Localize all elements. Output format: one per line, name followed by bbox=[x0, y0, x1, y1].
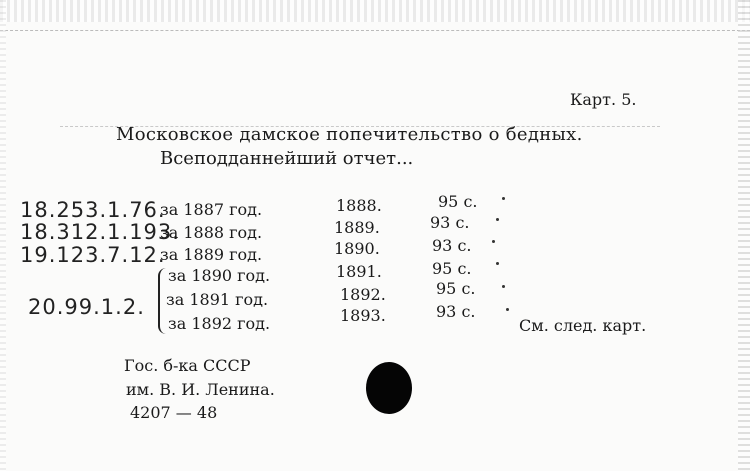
row-pages: 93 с. bbox=[432, 236, 472, 255]
stray-dot bbox=[496, 262, 499, 265]
row-year: 1893. bbox=[340, 306, 386, 325]
row-year: 1892. bbox=[340, 285, 386, 304]
row-year: 1890. bbox=[334, 239, 380, 258]
row-year: 1891. bbox=[336, 262, 382, 281]
stray-dot bbox=[506, 308, 509, 311]
stray-dot bbox=[502, 197, 505, 200]
stray-dot bbox=[492, 240, 495, 243]
card-left-edge bbox=[0, 0, 6, 471]
row-pages: 95 с. bbox=[436, 279, 476, 298]
card-top-rule bbox=[0, 30, 750, 32]
row-label: за 1892 год. bbox=[168, 314, 271, 333]
row-label: за 1887 год. bbox=[160, 200, 263, 219]
shelf-mark: 20.99.1.2. bbox=[28, 295, 145, 319]
row-pages: 95 с. bbox=[438, 192, 478, 211]
row-label: за 1891 год. bbox=[166, 290, 269, 309]
row-pages: 95 с. bbox=[432, 259, 472, 278]
library-code: 4207 — 48 bbox=[130, 403, 218, 422]
row-pages: 93 с. bbox=[430, 213, 470, 232]
row-year: 1889. bbox=[334, 218, 380, 237]
row-pages: 93 с. bbox=[436, 302, 476, 321]
shelf-mark: 18.253.1.76. bbox=[20, 198, 166, 222]
see-next-card: См. след. карт. bbox=[519, 316, 647, 335]
card-right-edge bbox=[738, 0, 750, 471]
library-dedication: им. В. И. Ленина. bbox=[126, 380, 275, 399]
shelf-mark: 19.123.7.12. bbox=[20, 243, 166, 267]
card-top-edge bbox=[0, 0, 750, 22]
library-name: Гос. б-ка СССР bbox=[124, 356, 251, 375]
row-label: за 1890 год. bbox=[168, 266, 271, 285]
card-subtitle: Всеподданнейший отчет... bbox=[160, 148, 414, 169]
card-number: Карт. 5. bbox=[570, 90, 637, 109]
row-label: за 1889 год. bbox=[160, 245, 263, 264]
card-title: Московское дамское попечительство о бедных. bbox=[116, 124, 583, 145]
stray-dot bbox=[496, 218, 499, 221]
row-year: 1888. bbox=[336, 196, 382, 215]
shelf-mark: 18.312.1.193. bbox=[20, 220, 180, 244]
stray-dot bbox=[502, 285, 505, 288]
punch-hole bbox=[366, 362, 412, 414]
row-label: за 1888 год. bbox=[160, 223, 263, 242]
